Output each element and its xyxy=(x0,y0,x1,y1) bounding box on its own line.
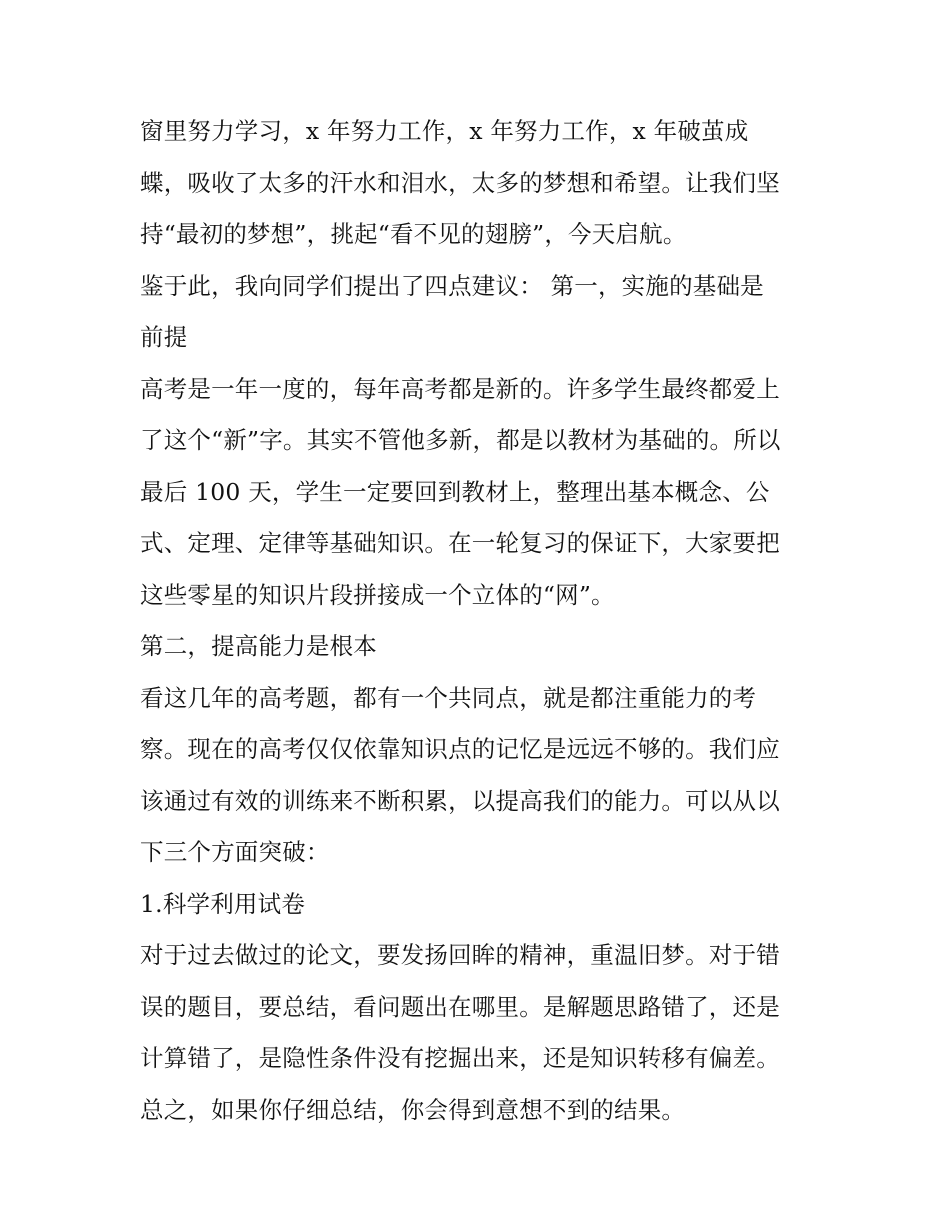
text-line: 误的题目，要总结，看问题出在哪里。是解题思路错了，还是 xyxy=(140,992,780,1021)
text-line: 蝶，吸收了太多的汗水和泪水，太多的梦想和希望。让我们坚 xyxy=(140,168,780,197)
section-heading: 前提 xyxy=(140,323,188,351)
text-line: 式、定理、定律等基础知识。在一轮复习的保证下，大家要把 xyxy=(140,529,780,557)
text-line: 察。现在的高考仅仅依靠知识点的记忆是远远不够的。我们应 xyxy=(140,735,780,763)
text-line: 计算错了，是隐性条件没有挖掘出来，还是知识转移有偏差。 xyxy=(140,1044,780,1072)
text-line: 该通过有效的训练来不断积累，以提高我们的能力。可以从以 xyxy=(140,786,780,815)
text-line: 持“最初的梦想”，挑起“看不见的翅膀”，今天启航。 xyxy=(140,220,687,248)
text-line: 看这几年的高考题，都有一个共同点，就是都注重能力的考 xyxy=(140,683,757,712)
text-line: 下三个方面突破： xyxy=(140,838,330,866)
body-text xyxy=(140,106,820,1136)
subsection-heading: 1.科学利用试卷 xyxy=(140,889,306,918)
text-line: 窗里努力学习，x 年努力工作，x 年努力工作，x 年破茧成 xyxy=(140,117,749,145)
text-line: 对于过去做过的论文，要发扬回眸的精神，重温旧梦。对于错 xyxy=(140,941,780,969)
text-line: 最后 100 天，学生一定要回到教材上，整理出基本概念、公 xyxy=(140,477,770,506)
text-line: 鉴于此，我向同学们提出了四点建议： 第一，实施的基础是 xyxy=(140,271,764,300)
text-line: 这些零星的知识片段拼接成一个立体的“网”。 xyxy=(140,580,615,609)
text-line: 总之，如果你仔细总结，你会得到意想不到的结果。 xyxy=(140,1095,686,1124)
text-line: 高考是一年一度的，每年高考都是新的。许多学生最终都爱上 xyxy=(140,374,780,403)
text-line: 了这个“新”字。其实不管他多新，都是以教材为基础的。所以 xyxy=(140,426,781,454)
section-heading: 第二，提高能力是根本 xyxy=(140,632,377,660)
